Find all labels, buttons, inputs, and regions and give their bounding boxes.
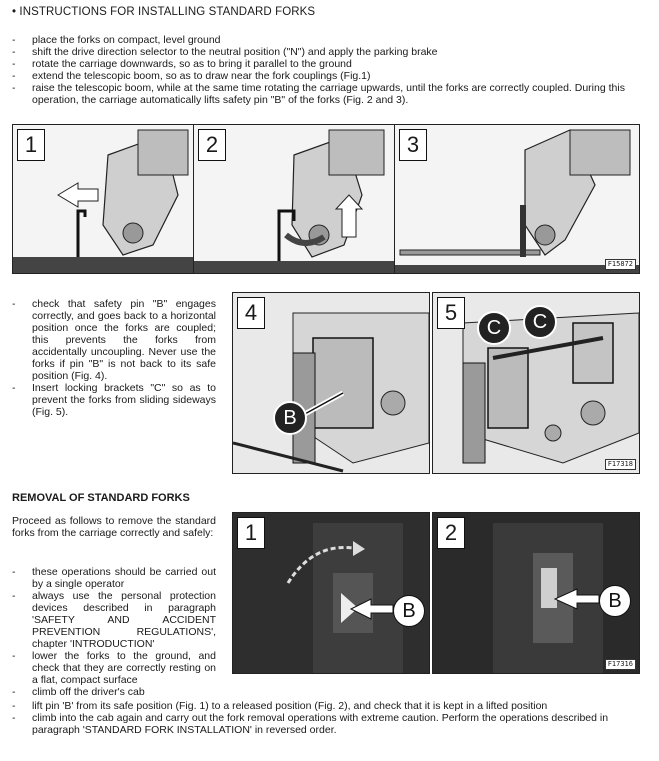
removal-intro: Proceed as follows to remove the standard forks from the carriage correctly and safely: (12, 515, 216, 539)
figure-code: F17316 (605, 659, 636, 670)
list-item: - place the forks on compact, level ground (12, 34, 637, 46)
list-item: - check that safety pin "B" engages correctly, and goes back to a horizontal position once the forks are coupled; this prevents the forks from accidentally uncoupling. Never use the forks if pin "B" is not back to its safe position (Fig. 4). (12, 298, 216, 382)
list-item: - raise the telescopic boom, while at the same time rotating the carriage upwards, until the forks are correctly coupled. During this operation, the carriage automatically lifts safety pin "B" of the forks (Fig. 2 and 3). (12, 82, 637, 106)
figure-strip-install (12, 124, 640, 274)
list-item: - always use the personal protection devices described in paragraph 'SAFETY AND ACCIDENT PREVENTION REGULATIONS', chapter 'INTRODUCTION' (12, 590, 216, 650)
list-item: - climb off the driver's cab (12, 686, 216, 698)
list-item: - rotate the carriage downwards, so as to bring it parallel to the ground (12, 58, 637, 70)
figure-5 (432, 292, 640, 474)
label-b: B (273, 401, 307, 435)
removal-steps (12, 566, 216, 698)
figure-number-5: 5 (437, 297, 465, 329)
removal-steps-full (12, 700, 637, 736)
removal-figure-2 (432, 512, 640, 674)
list-item: - these operations should be carried out by a single operator (12, 566, 216, 590)
figure-number-1: 1 (17, 129, 45, 161)
figure-2 (194, 125, 395, 273)
list-item: - extend the telescopic boom, so as to draw near the fork couplings (Fig.1) (12, 70, 637, 82)
install-checks (12, 298, 216, 418)
list-item: - shift the drive direction selector to the neutral position ("N") and apply the parking brake (12, 46, 637, 58)
label-b: B (599, 585, 631, 617)
removal-title: REMOVAL OF STANDARD FORKS (12, 492, 190, 504)
list-item: - climb into the cab again and carry out the fork removal operations with extreme caution. Perform the operations described in paragraph 'STANDARD FORK INSTALLATION' in reversed order. (12, 712, 637, 736)
figure-number-2: 2 (198, 129, 226, 161)
label-c: C (523, 305, 557, 339)
figure-4 (232, 292, 430, 474)
figure-code: F17318 (605, 459, 636, 470)
label-b: B (393, 595, 425, 627)
removal-figure-1 (232, 512, 430, 674)
install-title: • INSTRUCTIONS FOR INSTALLING STANDARD FORKS (12, 6, 316, 18)
figure-number-4: 4 (237, 297, 265, 329)
figure-code: F15872 (605, 259, 636, 270)
list-item: - lift pin 'B' from its safe position (Fig. 1) to a released position (Fig. 2), and check that it is kept in a lifted position (12, 700, 637, 712)
figure-1 (13, 125, 194, 273)
figure-number-3: 3 (399, 129, 427, 161)
figure-number-1: 1 (237, 517, 265, 549)
figure-number-2: 2 (437, 517, 465, 549)
figure-3 (395, 125, 639, 273)
install-steps (12, 34, 637, 106)
list-item: - Insert locking brackets "C" so as to prevent the forks from sliding sideways (Fig. 5). (12, 382, 216, 418)
list-item: - lower the forks to the ground, and check that they are correctly resting on a flat, compact surface (12, 650, 216, 686)
label-c: C (477, 311, 511, 345)
